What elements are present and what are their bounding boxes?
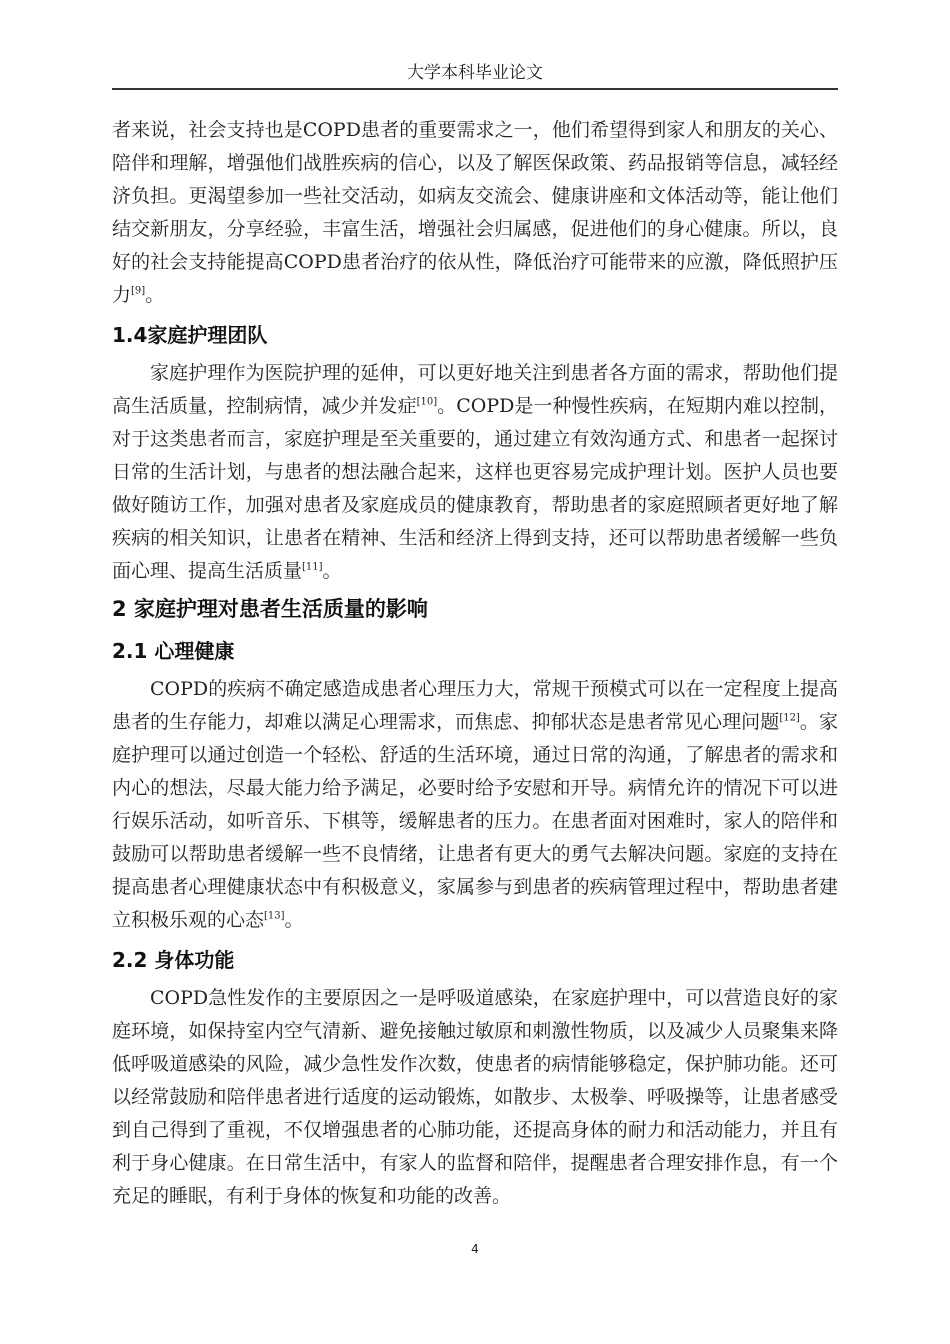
heading-2-1: 2.1 心理健康 xyxy=(112,639,235,663)
citation: [13] xyxy=(264,910,285,922)
heading-1-4: 1.4家庭护理团队 xyxy=(112,323,268,347)
paragraph-text: 。COPD是一种慢性疾病，在短期内难以控制，对于这类患者而言，家庭护理是至关重要的，通过建立有效沟通方式、和患者一起探讨日常的生活计划，与患者的想法融合起来，这样也更容易完成护理计划。医护人员也要做好随访工作，加强对患者及家庭成员的健康教育，帮助患者的家庭照顾者更好地了解疾病的相关知识，让患者在精神、生活和经济上得到支持，还可以帮助患者缓解一些负面心理、提高生活质量 xyxy=(112,395,838,582)
paragraph-text: 家庭护理作为医院护理的延伸，可以更好地关注到患者各方面的需求，帮助他们提高生活质量，控制病情，减少并发症 xyxy=(112,362,838,417)
header-title: 大学本科毕业论文 xyxy=(407,63,543,83)
paragraph-tail: 。 xyxy=(145,284,165,306)
paragraph-text: 。家庭护理可以通过创造一个轻松、舒适的生活环境，通过日常的沟通，了解患者的需求和内心的想法，尽最大能力给予满足，必要时给予安慰和开导。病情允许的情况下可以进行娱乐活动，如听音乐、下棋等，缓解患者的压力。在患者面对困难时，家人的陪伴和鼓励可以帮助患者缓解一些不良情绪，让患者有更大的勇气去解决问题。家庭的支持在提高患者心理健康状态中有积极意义，家属参与到患者的疾病管理过程中，帮助患者建立积极乐观的心态 xyxy=(112,711,838,931)
citation: [11] xyxy=(302,561,323,573)
citation: [10] xyxy=(416,396,438,408)
paragraph-text: 者来说，社会支持也是COPD患者的重要需求之一，他们希望得到家人和朋友的关心、陪伴和理解，增强他们战胜疾病的信心，以及了解医保政策、药品报销等信息，减轻经济负担。更渴望参加一些社交活动，如病友交流会、健康讲座和文体活动等，能让他们结交新朋友，分享经验，丰富生活，增强社会归属感，促进他们的身心健康。所以，良好的社会支持能提高COPD患者治疗的依从性，降低治疗可能带来的应激，降低照护压力 xyxy=(112,119,838,306)
paragraph-home-care-team xyxy=(112,357,838,588)
page-number: 4 xyxy=(471,1242,479,1256)
paragraph-text: COPD急性发作的主要原因之一是呼吸道感染，在家庭护理中，可以营造良好的家庭环境，如保持室内空气清新、避免接触过敏原和刺激性物质，以及减少人员聚集来降低呼吸道感染的风险，减少急性发作次数，使患者的病情能够稳定，保护肺功能。还可以经常鼓励和陪伴患者进行适度的运动锻炼，如散步、太极拳、呼吸操等，让患者感受到自己得到了重视，不仅增强患者的心肺功能，还提高身体的耐力和活动能力，并且有利于身心健康。在日常生活中，有家人的监督和陪伴，提醒患者合理安排作息，有一个充足的睡眠，有利于身体的恢复和功能的改善。 xyxy=(112,987,838,1207)
page-body xyxy=(112,114,838,1213)
citation: [12] xyxy=(779,712,800,724)
page-header xyxy=(112,60,838,90)
citation: [9] xyxy=(131,285,146,297)
paragraph-tail: 。 xyxy=(322,560,342,582)
paragraph-physical-function xyxy=(112,982,838,1213)
paragraph-mental-health xyxy=(112,673,838,937)
paragraph-social-support xyxy=(112,114,838,312)
paragraph-tail: 。 xyxy=(284,909,304,931)
heading-2-2: 2.2 身体功能 xyxy=(112,948,235,972)
heading-2: 2 家庭护理对患者生活质量的影响 xyxy=(112,597,428,621)
paragraph-text: COPD的疾病不确定感造成患者心理压力大，常规干预模式可以在一定程度上提高患者的生存能力，却难以满足心理需求，而焦虑、抑郁状态是患者常见心理问题 xyxy=(112,678,838,733)
